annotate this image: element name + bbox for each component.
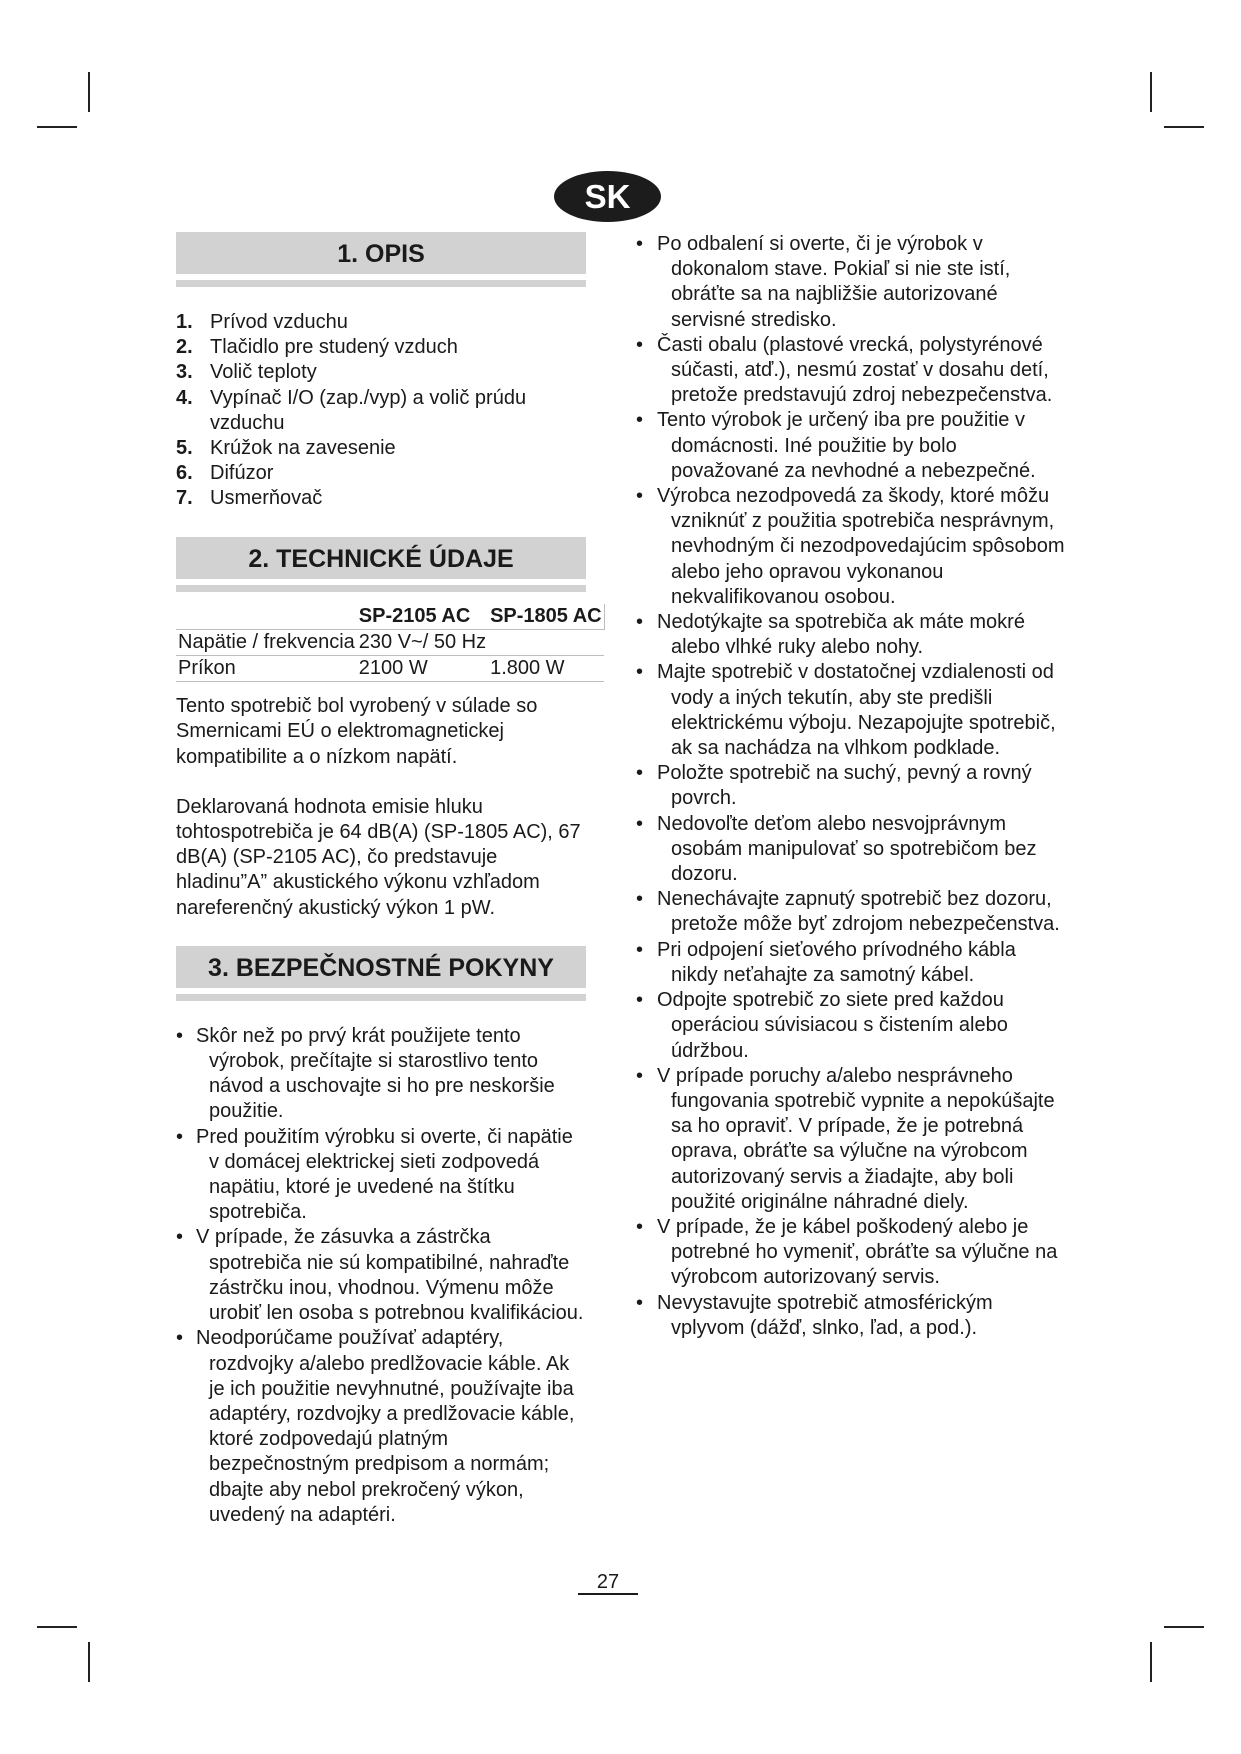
crop-mark — [1164, 126, 1204, 128]
table-row — [176, 629, 604, 655]
table-cell — [176, 604, 357, 630]
list-number: 6. — [176, 462, 193, 485]
list-item: • V prípade, že zásuvka a zástrčka spotrebiča nie sú kompatibilné, nahraďte zástrčku inou, vhodnou. Výmenu môže urobiť len osoba s potrebnou kvalifikáciou. — [176, 1225, 586, 1326]
list-number: 1. — [176, 311, 193, 333]
list-item — [176, 461, 586, 486]
list-item — [176, 310, 586, 335]
list-text: Difúzor — [210, 462, 274, 485]
list-item: • V prípade poruchy a/alebo nesprávneho fungovania spotrebič vypnite a nepokúšajte sa ho opraviť. V prípade, že je potrebná oprava, obráťte sa výlučne na výrobcom autorizovaný servis a žiadajte, aby boli použité originálne náhradné diely. — [636, 1064, 1066, 1215]
table-row — [176, 656, 604, 682]
safety-list-left — [176, 1024, 586, 1528]
list-item: • Výrobca nezodpovedá za škody, ktoré môžu vzniknúť z použitia spotrebiča nesprávnym, nevhodným či nezodpovedajúcim spôsobom alebo jeho opravou vykonanou nekvalifikovanou osobou. — [636, 484, 1066, 610]
list-item: • Tento výrobok je určený iba pre použitie v domácnosti. Iné použitie by bolo považované za nevhodné a nebezpečné. — [636, 408, 1066, 484]
list-item — [176, 486, 586, 511]
list-item: • Nedovoľte deťom alebo nesvojprávnym osobám manipulovať so spotrebičom bez dozoru. — [636, 812, 1066, 888]
section-divider — [176, 994, 586, 1001]
page-number-underline — [578, 1593, 638, 1595]
list-text: Vypínač I/O (zap./vyp) a volič prúdu vzduchu — [210, 386, 527, 434]
list-item: • Odpojte spotrebič zo siete pred každou operáciou súvisiacou s čistením alebo údržbou. — [636, 988, 1066, 1064]
list-text: Krúžok na zavesenie — [210, 437, 396, 460]
list-text: Prívod vzduchu — [210, 311, 348, 333]
crop-mark — [1150, 1642, 1152, 1682]
list-item — [176, 335, 586, 360]
list-text: Volič teploty — [210, 361, 317, 384]
spec-table — [176, 604, 605, 683]
section-heading-technical: 2. TECHNICKÉ ÚDAJE — [176, 537, 586, 579]
language-badge: SK — [554, 171, 661, 222]
list-item: • Pri odpojení sieťového prívodného kábla nikdy neťahajte za samotný kábel. — [636, 938, 1066, 988]
list-item: • Nedotýkajte sa spotrebiča ak máte mokré alebo vlhké ruky alebo nohy. — [636, 610, 1066, 660]
table-cell: 230 V~/ 50 Hz — [358, 630, 487, 653]
table-cell: 1.800 W — [490, 657, 565, 680]
list-item: • Majte spotrebič v dostatočnej vzdialenosti od vody a iných tekutín, aby ste predišli elektrickému výboju. Nezapojujte spotrebič, ak sa nachádza na vlhkom podklade. — [636, 660, 1066, 761]
page-number: 27 — [596, 1571, 620, 1593]
table-cell — [488, 629, 604, 655]
noise-paragraph: Deklarovaná hodnota emisie hluku tohtospotrebiča je 64 dB(A) (SP-1805 AC), 67 dB(A) (SP-2105 AC), čo predstavuje hladinu”A” akustického výkonu vzhľadom nareferenčný akustický výkon 1 pW. — [176, 795, 581, 919]
section-divider — [176, 585, 586, 592]
parts-list — [176, 310, 586, 512]
section-heading-safety: 3. BEZPEČNOSTNÉ POKYNY — [176, 946, 586, 988]
crop-mark — [88, 1642, 90, 1682]
list-number: 3. — [176, 361, 193, 384]
list-number: 2. — [176, 336, 193, 359]
crop-mark — [37, 126, 77, 128]
list-item: • Skôr než po prvý krát použijete tento výrobok, prečítajte si starostlivo tento návod a uschovajte si ho pre neskoršie použitie. — [176, 1024, 586, 1125]
crop-mark — [88, 72, 90, 112]
section-divider — [176, 280, 586, 287]
safety-list-right — [636, 232, 1066, 1341]
left-column — [176, 232, 602, 1528]
list-number: 4. — [176, 386, 193, 409]
list-item: • Nevystavujte spotrebič atmosférickým vplyvom (dážď, slnko, ľad, a pod.). — [636, 1291, 1066, 1341]
table-cell: Príkon — [178, 657, 236, 680]
list-text: Tlačidlo pre studený vzduch — [210, 336, 458, 359]
list-item: • Pred použitím výrobku si overte, či napätie v domácej elektrickej sieti zodpovedá napätiu, ktoré je uvedené na štítku spotrebiča. — [176, 1125, 586, 1226]
crop-mark — [37, 1626, 77, 1628]
list-text: Usmerňovač — [210, 487, 323, 510]
right-column — [636, 232, 1066, 1341]
list-item: • Neodporúčame používať adaptéry, rozdvojky a/alebo predlžovacie káble. Ak je ich použitie nevyhnutné, používajte iba adaptéry, rozdvojky a predlžovacie káble, ktoré zodpovedajú platným bezpečnostným predpisom a normám; dbajte aby nebol prekročený výkon, uvedený na adaptéri. — [176, 1326, 586, 1528]
list-item — [176, 436, 586, 461]
list-item: • Položte spotrebič na suchý, pevný a rovný povrch. — [636, 761, 1066, 811]
list-item — [176, 386, 586, 436]
list-item: • V prípade, že je kábel poškodený alebo je potrebné ho vymeniť, obráťte sa výlučne na výrobcom autorizovaný servis. — [636, 1215, 1066, 1291]
compliance-paragraph: Tento spotrebič bol vyrobený v súlade so Smernicami EÚ o elektromagnetickej kompatibilite a o nízkom napätí. — [176, 695, 538, 768]
list-item: • Nenechávajte zapnutý spotrebič bez dozoru, pretože môže byť zdrojom nebezpečenstva. — [636, 887, 1066, 937]
table-row — [176, 604, 604, 630]
table-cell: 2100 W — [358, 657, 428, 680]
list-number: 7. — [176, 487, 193, 510]
list-item: • Po odbalení si overte, či je výrobok v dokonalom stave. Pokiaľ si nie ste istí, obráťte sa na najbližšie autorizované servisné stredisko. — [636, 232, 1066, 333]
table-cell: SP-2105 AC — [358, 604, 471, 627]
list-number: 5. — [176, 437, 193, 460]
crop-mark — [1150, 72, 1152, 112]
list-item — [176, 360, 586, 385]
crop-mark — [1164, 1626, 1204, 1628]
table-cell: Napätie / frekvencia — [178, 630, 355, 653]
list-item: • Časti obalu (plastové vrecká, polystyrénové súčasti, atď.), nesmú zostať v dosahu detí, pretože predstavujú zdroj nebezpečenstva. — [636, 333, 1066, 409]
section-heading-opis: 1. OPIS — [176, 232, 586, 274]
table-cell: SP-1805 AC — [488, 604, 604, 630]
